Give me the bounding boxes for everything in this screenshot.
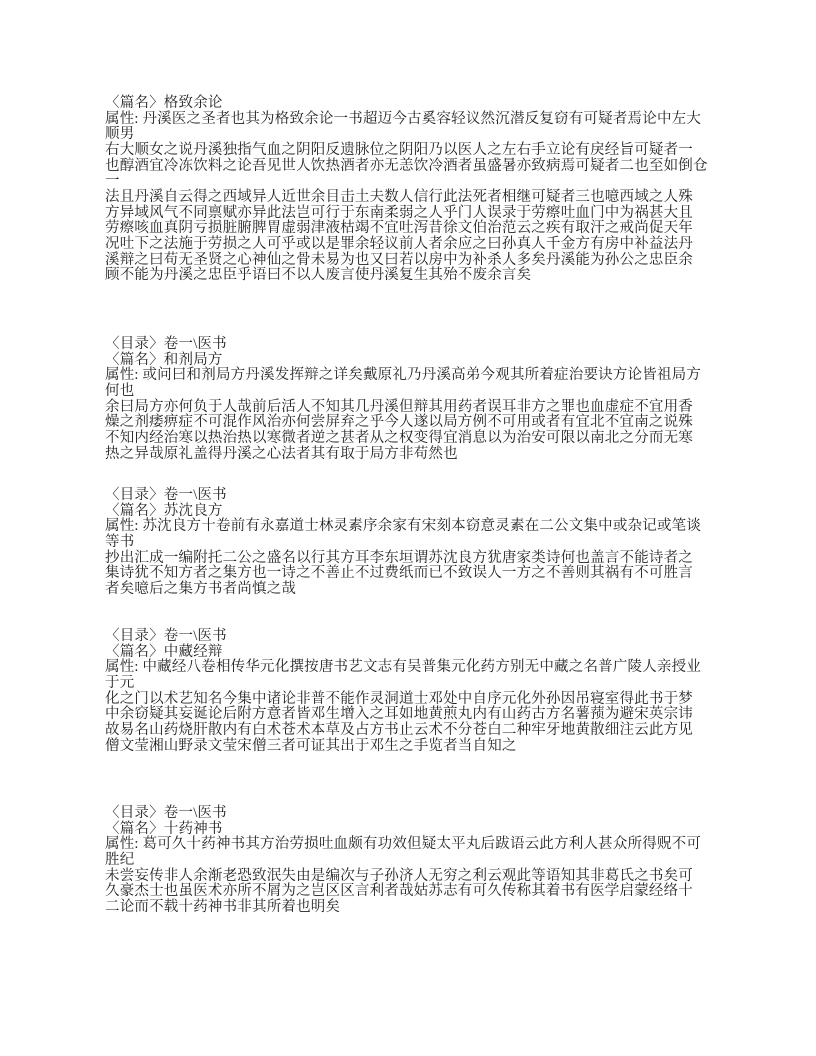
text-line: 况吐下之法施于劳损之人可乎或以是罪余轻议前人者余应之曰孙真人千金方有房中补益法丹	[105, 236, 693, 253]
section-sushen-liangfang	[105, 488, 745, 598]
text-line: 顺男	[105, 126, 135, 143]
text-line: 于元	[105, 675, 135, 692]
text-line: 燥之剂痿痹症不可混作风治亦何尝屏弃之乎今人遂以局方例不可用或者有宜北不宜南之说殊	[105, 414, 693, 431]
text-line: 一	[105, 173, 120, 190]
text-line: 劳瘵咳血真阴亏损脏腑脾胃虚弱津液枯竭不宜吐泻昔徐文伯治范云之疾有取汗之戒尚促天年	[105, 220, 693, 237]
text-line: 属性: 苏沈良方十卷前有永嘉道士林灵素序余家有宋刻本窃意灵素在二公文集中或杂记或笔谈	[105, 518, 702, 535]
text-line: 〈篇名〉中藏经辩	[105, 643, 223, 660]
text-line: 〈篇名〉十药神书	[105, 820, 223, 837]
text-line: 胜纪	[105, 852, 135, 869]
text-line: 何也	[105, 383, 135, 400]
text-line: 〈篇名〉格致余论	[105, 95, 223, 111]
text-line: 化之门以术艺知名今集中诸论非普不能作灵洞道士邓处中自序元化外孙因吊寝室得此书于梦	[105, 690, 693, 707]
text-line: 久豪杰士也虽医术亦所不屑为之岂区区言利者哉姑苏志有可久传称其着书有医学启蒙经络十	[105, 883, 693, 900]
text-line: 抄出汇成一编附托二公之盛名以行其方耳李东垣谓苏沈良方犹唐家类诗何也盖言不能诗者之	[105, 549, 693, 566]
text-line: 法且丹溪自云得之西域异人近世余目击土夫数人信行此法死者相继可疑者三也噫西域之人殊	[105, 189, 693, 206]
text-line: 方异域风气不同禀赋亦异此法岂可行于东南柔弱之人乎门人误录于劳瘵吐血门中为祸甚大且	[105, 204, 693, 221]
section-zhongcangjing-bian	[105, 629, 745, 754]
text-line: 故易名山药烧肝散内有白术苍术本草及占方书止云术不分苍白二种牢牙地黄散细注云此方见	[105, 722, 693, 739]
text-line: 僧文莹湘山野录文莹宋僧三者可证其出于邓生之手览者当自知之	[105, 737, 517, 754]
text-line: 集诗犹不知方者之集方也一诗之不善止不过费纸而已不致误人一方之不善则其祸有不可胜言	[105, 565, 693, 582]
section-gezhi-yulun	[105, 96, 745, 284]
text-line: 也醇酒宜冷冻饮料之论吾见世人饮热酒者亦无恙饮冷酒者虽盛暑亦致病焉可疑者二也至如倒仓	[105, 157, 708, 174]
text-line: 〈目录〉卷一\医书	[105, 336, 227, 352]
text-line: 溪辩之曰苟无圣贤之心神仙之骨未易为也又曰若以房中为补杀人多矣丹溪能为孙公之忠臣余	[105, 251, 693, 268]
text-line: 二论而不载十药神书非其所着也明矣	[105, 899, 341, 916]
text-line: 属性: 葛可久十药神书其方治劳损吐血颇有功效但疑太平丸后跋语云此方利人甚众所得贶不可	[105, 836, 702, 853]
text-line: 属性: 中藏经八卷相传华元化撰按唐书艺文志有吴普集元化药方别无中藏之名普广陵人亲授业	[105, 659, 702, 676]
text-line: 属性: 或问曰和剂局方丹溪发挥辩之详矣戴原礼乃丹溪高弟今观其所着症治要诀方论皆祖局方	[105, 367, 702, 384]
text-line: 等书	[105, 534, 135, 551]
text-line: 〈目录〉卷一\医书	[105, 628, 227, 644]
text-line: 未尝妄传非人余渐老恐致泯失由是编次与子孙济人无穷之利云观此等语知其非葛氏之书矣可	[105, 867, 693, 884]
text-line: 〈目录〉卷一\医书	[105, 805, 227, 821]
text-line: 顾不能为丹溪之忠臣乎语曰不以人废言使丹溪复生其殆不废余言矣	[105, 267, 532, 284]
section-heji-jufang	[105, 337, 745, 462]
text-line: 余曰局方亦何负于人哉前后活人不知其几丹溪但辩其用药者误耳非方之罪也血虚症不宜用香	[105, 398, 693, 415]
text-line: 属性: 丹溪医之圣者也其为格致余论一书超迈今古奚容轻议然沉潜反复窃有可疑者焉论中左大	[105, 110, 702, 127]
text-line: 中余窃疑其妄诞论后附方意者皆邓生增入之耳如地黄煎丸内有山药古方名薯蓣为避宋英宗讳	[105, 706, 693, 723]
text-line: 不知内经治寒以热治热以寒微者逆之甚者从之权变得宜消息以为治安可限以南北之分而无寒	[105, 430, 693, 447]
text-line: 〈篇名〉苏沈良方	[105, 502, 223, 519]
text-line: 〈目录〉卷一\医书	[105, 487, 227, 503]
text-line: 者矣噫后之集方书者尚慎之哉	[105, 581, 297, 598]
text-line: 〈篇名〉和剂局方	[105, 351, 223, 368]
text-line: 右大顺女之说丹溪独指气血之阴阳反遗脉位之阴阳乃以医人之左右手立论有戾经旨可疑者一	[105, 142, 693, 159]
text-line: 热之异哉原礼盖得丹溪之心法者其有取于局方非苟然也	[105, 445, 458, 462]
section-shiyao-shenshu	[105, 806, 745, 916]
